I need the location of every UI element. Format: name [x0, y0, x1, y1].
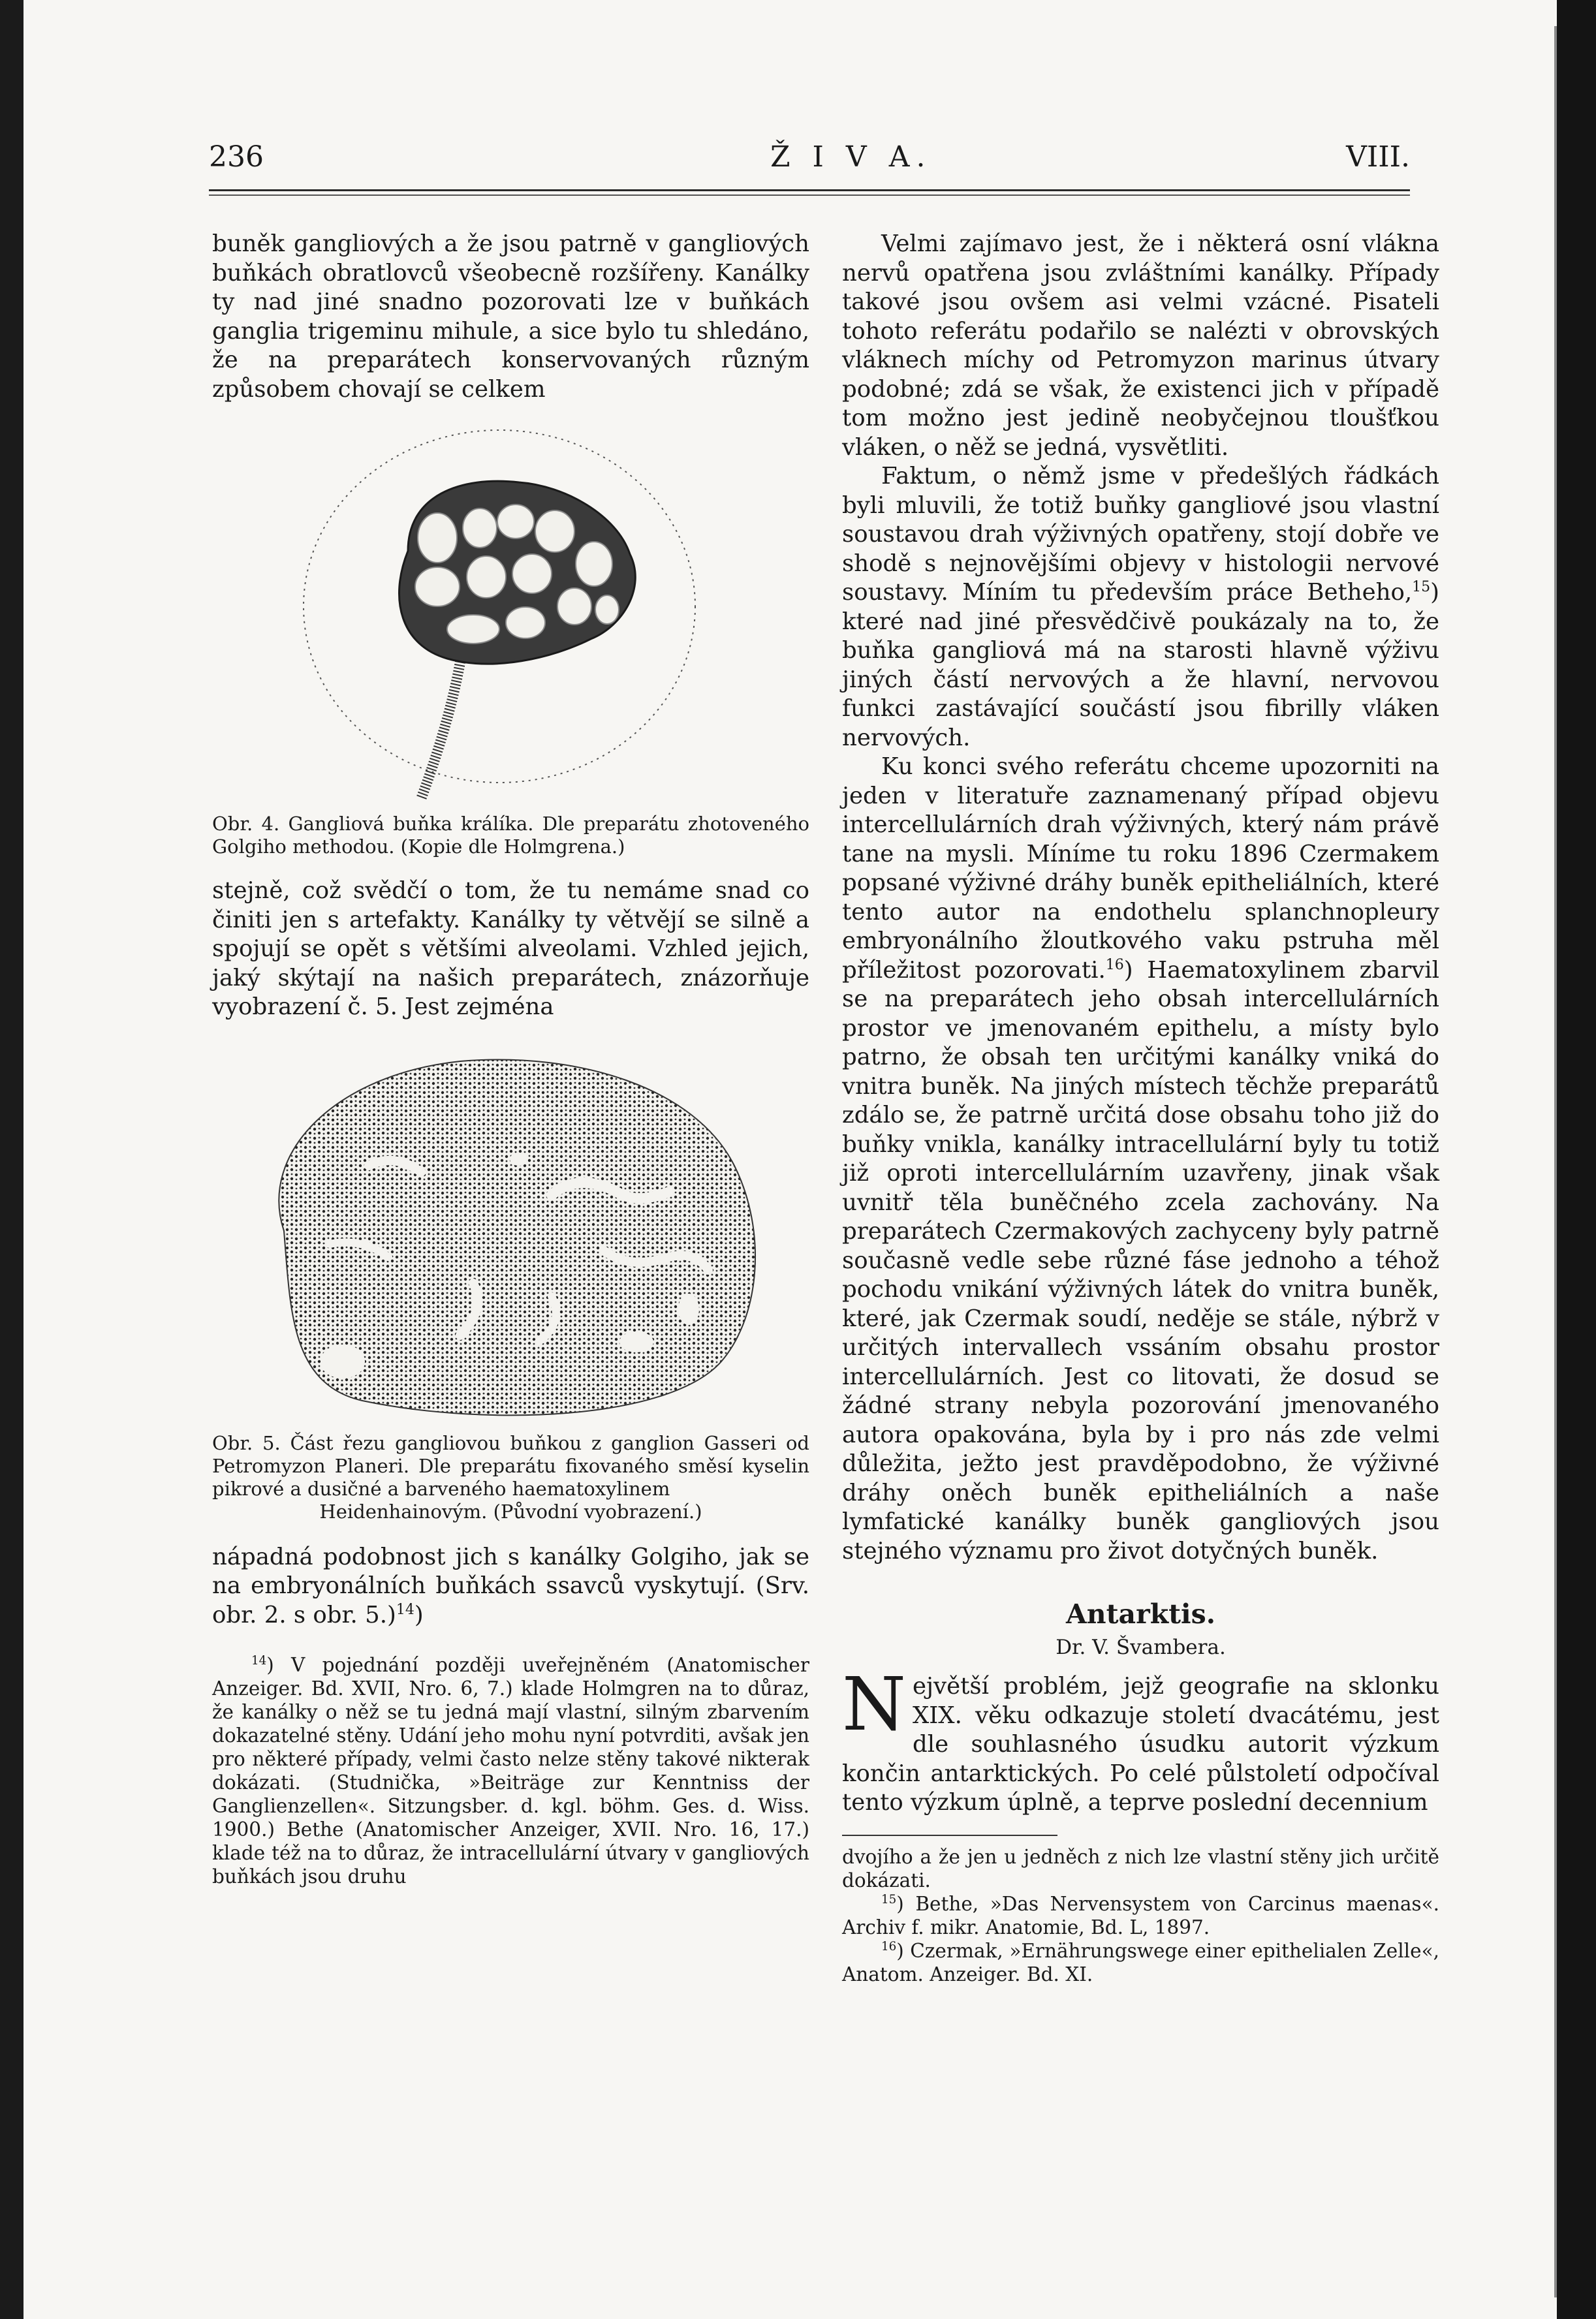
left-paragraph-2: stejně, což svědčí o tom, že tu nemáme snad co činiti jen s artefakty. Kanálky ty větvějí se silně a spojují se opět s většími alveolami. Vzhled jejich, jaký skýtají na našich preparátech, znázorňuje vyobrazení č. 5. Jest zejména	[212, 877, 809, 1020]
figure-4-caption: Obr. 4. Gangliová buňka králíka. Dle preparátu zhotoveného Golgiho methodou. (Kopie dle Holmgrena.)	[212, 813, 809, 858]
footnote-15-text: ) Bethe, »Das Nervensystem von Carcinus maenas«. Archiv f. mikr. Anatomie, Bd. L, 1897.	[842, 1892, 1439, 1938]
left-paragraph-3-text: nápadná podobnost jich s kanálky Golgiho, jak se na embryonálních buňkách ssavců vyskytují. (Srv. obr. 2. s obr. 5.)	[212, 1543, 809, 1628]
section-author: Dr. V. Švambera.	[1056, 1635, 1226, 1659]
right-paragraph-3-text-b: ) Haematoxylinem zbarvil se na preparátech jeho obsah intercellulárních prostor ve jmenovaném epithelu, a místy bylo patrno, že obsah ten určitými kanálky vniká do vnitra buněk. Na jiných místech těchže preparátů zdálo se, že patrně určitá dose obsahu toho již do buňky vnikla, kanálky intracellulární byly tu totiž již oproti intercellulárním uzavřeny, jinak však uvnitř těla buněčného zcela zachovány. Na preparátech Czermakových zachyceny byly patrně současně vedle sebe různé fáse jednoho a téhož pochodu vnikání výživných látek do vnitra buněk, které, jak Czermak soudí, neděje se stále, nýbrž v určitých intervallech vssáním obsahu prostor intercellulárních. Jest co litovati, že dosud se žádné strany nebyla pozorování jmenovaného autora opakována, byla by i pro nás zde velmi důležita, ježto jest pravděpodobno, že výživné dráhy oněch buněk epitheliálních a naše lymfatické kanálky buněk gangliových jsou stejného významu pro život dotyčných buněk.	[842, 956, 1439, 1564]
footnote-14-number: 14	[251, 1654, 267, 1668]
figure-4	[212, 424, 809, 809]
right-paragraph-2-text-b: ) které nad jiné přesvědčivě poukázaly na to, že buňka gangliová má na starosti hlavně výživu jiných částí nervových a že hlavní, nervovou funkci zastávající součástí jsou fibrilly vláken nervových.	[842, 579, 1439, 751]
footnote-ref-14: 14	[396, 1601, 415, 1618]
footnote-15	[842, 1892, 1439, 1939]
left-column	[212, 230, 809, 1888]
right-paragraph-2-text-a: Faktum, o němž jsme v předešlých řádkách byli mluvili, že totiž buňky gangliové jsou vlastní soustavou drah výživných opatřeny, stojí dobře ve shodě s nejnovějšími objevy v histologii nervové soustavy. Míním tu především práce Betheho,	[842, 463, 1439, 606]
right-column	[842, 230, 1439, 1986]
figure-5	[212, 1035, 809, 1427]
scan-border-right	[1557, 0, 1596, 2319]
footnote-15-number: 15	[881, 1892, 897, 1907]
drop-cap-letter: N	[842, 1662, 906, 1747]
volume-number: VIII.	[1346, 140, 1410, 174]
footnote-16-number: 16	[881, 1939, 897, 1953]
footnote-14-continuation: dvojího a že jen u jedněch z nich lze vlastní stěny jich určitě dokázati.	[842, 1845, 1439, 1891]
footnote-ref-15: 15	[1412, 579, 1431, 596]
header-rule	[209, 189, 1410, 191]
footnote-rule	[842, 1835, 1057, 1836]
right-paragraph-3	[842, 753, 1439, 1566]
right-paragraph-3-text-a: Ku konci svého referátu chceme upozorniti na jeden v literatuře zaznamenaný případ objevu intercellulárních drah výživných, který nám právě tane na mysli. Míníme tu roku 1896 Czermakem popsané výživné dráhy buněk epitheliálních, které tento autor na endothelu splanchnopleury embryonálního žloutkového vaku pstruha měl příležitost pozorovati.	[842, 753, 1439, 984]
header-rule-thin	[209, 195, 1410, 196]
right-paragraph-2	[842, 462, 1439, 753]
ganglion-section-illustration	[212, 1035, 809, 1427]
footnote-14-text: ) V pojednání později uveřejněném (Anatomischer Anzeiger. Bd. XVII, Nro. 6, 7.) klade Holmgren na to důraz, že kanálky o něž se tu jedná mají vlastní, silným zbarvením dokazatelné stěny. Udání jeho mohu nyní potvrditi, avšak jen pro některé případy, velmi často nelze stěny takové nikterak dokázati. (Studnička, »Beiträge zur Kenntniss der Ganglienzellen«. Sitzungsber. d. kgl. böhm. Ges. d. Wiss. 1900.) Bethe (Anatomischer Anzeiger, XVII. Nro. 16, 17.) klade též na to důraz, že intracellulární útvary v gangliových buňkách jsou druhu	[212, 1654, 809, 1888]
footnote-16-text: ) Czermak, »Ernährungswege einer epithelialen Zelle«, Anatom. Anzeiger. Bd. XI.	[842, 1939, 1439, 1985]
scan-border-left	[0, 0, 23, 2319]
section-paragraph	[842, 1662, 1439, 1818]
ganglion-cell-illustration	[212, 424, 809, 809]
left-paragraph-1: buněk gangliových a že jsou patrně v gangliových buňkách obratlovců všeobecně rozšířeny. Kanálky ty nad jiné snadno pozorovati lze v buňkách ganglia trigeminu mihule, a sice bylo tu shledáno, že na preparátech konservovaných různým způsobem chovají se celkem	[212, 230, 809, 403]
footnote-14	[212, 1653, 809, 1888]
scan-page-edge	[1554, 26, 1557, 2297]
section-title: Antarktis.	[1065, 1598, 1215, 1630]
figure-5-caption-last-line: Heidenhainovým. (Původní vyobrazení.)	[319, 1500, 702, 1523]
figure-5-caption: Obr. 5. Část řezu gangliovou buňkou z ganglion Gasseri od Petromyzon Planeri. Dle preparátu fixovaného směsí kyselin pikrové a dusičné a barveného haematoxylinem	[212, 1431, 809, 1500]
footnote-16	[842, 1939, 1439, 1986]
section-paragraph-text: ejvětší problém, jejž geografie na sklonku XIX. věku odkazuje století dvacátému, jest dle souhlasného úsudku autorit výzkum končin antarktických. Po celé půlstoletí odpočíval tento výzkum úplně, a teprve poslední decennium	[842, 1673, 1439, 1816]
page-number: 236	[209, 140, 264, 174]
left-paragraph-3: nápadná podobnost jich s kanálky Golgiho, jak se na embryonálních buňkách ssavců vyskytují. (Srv. obr. 2. s obr. 5.)$^{14}$)	[212, 1543, 809, 1628]
right-paragraph-1: Velmi zajímavo jest, že i některá osní vlákna nervů opatřena jsou zvláštními kanálky. Případy takové jsou ovšem asi velmi vzácné. Pisateli tohoto referátu podařilo se nalézti v obrovských vláknech míchy od Petromyzon marinus útvary podobné; zdá se však, že existenci jich v případě tom možno jest jedině neobyčejnou tloušťkou vláken, o něž se jedná, vysvětliti.	[842, 230, 1439, 461]
running-header	[209, 140, 1410, 179]
journal-title: Ž I V A.	[770, 140, 932, 174]
footnote-ref-16: 16	[1105, 956, 1124, 973]
